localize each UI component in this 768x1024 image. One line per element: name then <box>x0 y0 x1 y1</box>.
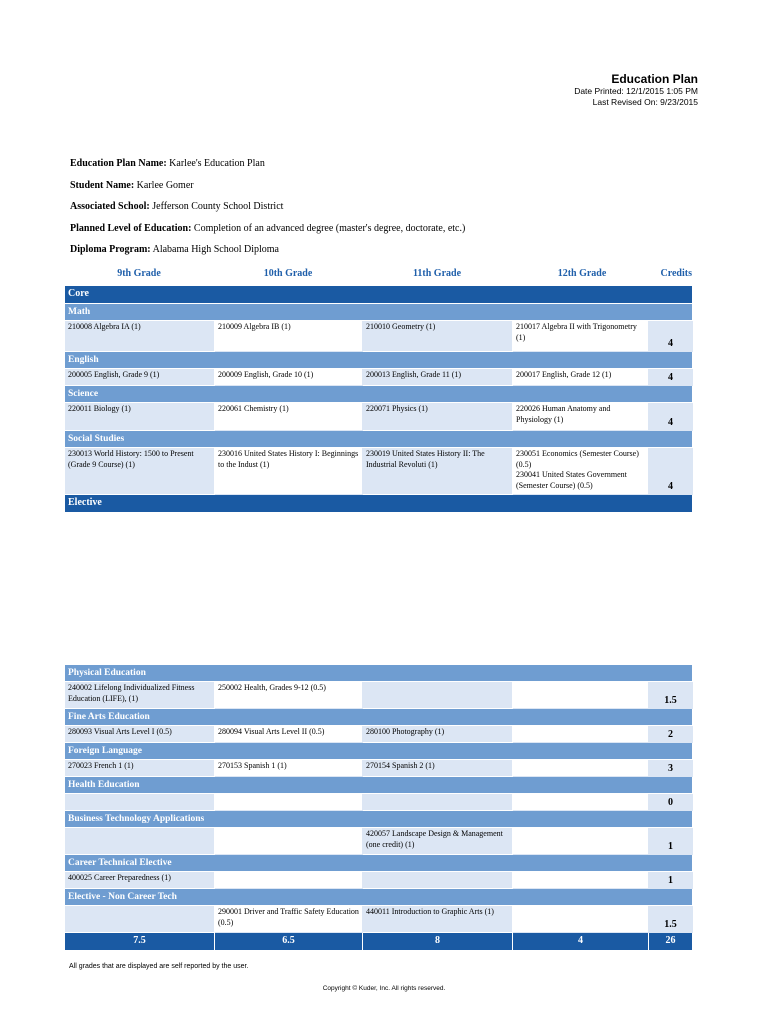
course-cell: 230051 Economics (Semester Course) (0.5) 230041 United States Government (Semester Course) (0.5) <box>513 448 649 495</box>
document-title: Education Plan <box>611 72 698 86</box>
course-cell <box>363 794 513 811</box>
core-header <box>65 286 693 304</box>
diploma-value: Alabama High School Diploma <box>152 244 279 255</box>
plan-name-value: Karlee's Education Plan <box>169 158 265 169</box>
course-cell <box>215 794 363 811</box>
section-header <box>65 811 693 828</box>
credits-cell: 4 <box>649 403 693 431</box>
credits-cell: 4 <box>649 448 693 495</box>
section-header-cell: Foreign Language <box>65 743 693 760</box>
diploma-row <box>70 244 465 266</box>
course-cell <box>513 760 649 777</box>
section-header <box>65 386 693 403</box>
section-header-cell: Fine Arts Education <box>65 709 693 726</box>
course-cell <box>363 682 513 709</box>
course-cell <box>513 794 649 811</box>
section-header-cell: Elective - Non Career Tech <box>65 889 693 906</box>
section-header-cell: Social Studies <box>65 431 693 448</box>
course-cell: 270023 French 1 (1) <box>65 760 215 777</box>
course-cell <box>215 872 363 889</box>
course-cell: 200013 English, Grade 11 (1) <box>363 369 513 386</box>
course-cell <box>513 872 649 889</box>
course-cell <box>513 828 649 855</box>
total-cell: 6.5 <box>215 933 363 951</box>
copyright-notice: Copyright © Kuder, Inc. All rights reserved. <box>322 985 446 992</box>
course-cell <box>513 726 649 743</box>
school-row <box>70 201 465 223</box>
credits-cell: 0 <box>649 794 693 811</box>
last-revised: Last Revised On: 9/23/2015 <box>592 97 698 107</box>
level-value: Completion of an advanced degree (master's degree, doctorate, etc.) <box>193 222 466 234</box>
course-cell: 210017 Algebra II with Trigonometry (1) <box>513 321 649 352</box>
course-cell: 230013 World History: 1500 to Present (Grade 9 Course) (1) <box>65 448 215 495</box>
section-header-cell: Business Technology Applications <box>65 811 693 828</box>
course-cell: 210010 Geometry (1) <box>363 321 513 352</box>
course-cell: 270153 Spanish 1 (1) <box>215 760 363 777</box>
course-row <box>65 760 693 777</box>
course-row <box>65 828 693 855</box>
course-cell <box>363 872 513 889</box>
total-cell: 7.5 <box>65 933 215 951</box>
section-header <box>65 352 693 369</box>
school-label: Associated School: <box>70 201 150 212</box>
section-header <box>65 889 693 906</box>
section-header <box>65 855 693 872</box>
section-header-cell: Physical Education <box>65 665 693 682</box>
section-header-cell: Math <box>65 304 693 321</box>
course-row <box>65 726 693 743</box>
course-cell: 200017 English, Grade 12 (1) <box>513 369 649 386</box>
section-header <box>65 709 693 726</box>
course-cell: 280094 Visual Arts Level II (0.5) <box>215 726 363 743</box>
totals-row <box>65 933 693 951</box>
course-cell: 220011 Biology (1) <box>65 403 215 431</box>
course-row <box>65 403 693 431</box>
student-label: Student Name: <box>70 179 135 191</box>
course-cell <box>65 828 215 855</box>
level-row <box>70 223 465 245</box>
core-table <box>64 285 693 513</box>
plan-info <box>70 158 465 266</box>
course-cell: 200009 English, Grade 10 (1) <box>215 369 363 386</box>
course-cell: 200005 English, Grade 9 (1) <box>65 369 215 386</box>
course-cell: 220071 Physics (1) <box>363 403 513 431</box>
course-cell: 440011 Introduction to Graphic Arts (1) <box>363 906 513 933</box>
credits-cell: 1.5 <box>649 906 693 933</box>
course-row <box>65 369 693 386</box>
course-cell: 270154 Spanish 2 (1) <box>363 760 513 777</box>
course-row <box>65 321 693 352</box>
grade-header: 11th Grade <box>412 268 462 279</box>
self-reported-note: All grades that are displayed are self reported by the user. <box>69 963 249 970</box>
credits-cell: 4 <box>649 321 693 352</box>
total-cell: 4 <box>513 933 649 951</box>
course-row <box>65 448 693 495</box>
school-value: Jefferson County School District <box>152 201 284 212</box>
elective-header <box>65 495 693 513</box>
course-cell: 280093 Visual Arts Level I (0.5) <box>65 726 215 743</box>
course-cell <box>65 906 215 933</box>
course-cell <box>215 828 363 855</box>
course-row <box>65 872 693 889</box>
grade-header: 10th Grade <box>263 268 313 279</box>
section-header <box>65 304 693 321</box>
plan-name-row <box>70 158 465 180</box>
course-cell: 420057 Landscape Design & Management (one credit) (1) <box>363 828 513 855</box>
course-cell: 280100 Photography (1) <box>363 726 513 743</box>
grade-headers <box>64 268 692 284</box>
grade-header: 12th Grade <box>557 268 607 279</box>
course-row <box>65 794 693 811</box>
section-header-cell: Career Technical Elective <box>65 855 693 872</box>
course-cell: 250002 Health, Grades 9-12 (0.5) <box>215 682 363 709</box>
course-cell: 290001 Driver and Traffic Safety Education (0.5) <box>215 906 363 933</box>
course-cell: 220061 Chemistry (1) <box>215 403 363 431</box>
section-header-cell: Health Education <box>65 777 693 794</box>
date-printed: Date Printed: 12/1/2015 1:05 PM <box>574 86 698 96</box>
section-header <box>65 665 693 682</box>
document-header <box>574 72 698 108</box>
elective-table <box>64 664 693 951</box>
section-header <box>65 431 693 448</box>
course-cell <box>513 906 649 933</box>
student-value: Karlee Gomer <box>136 179 194 191</box>
total-cell: 26 <box>649 933 693 951</box>
student-row <box>70 180 465 202</box>
course-cell: 400025 Career Preparedness (1) <box>65 872 215 889</box>
course-row <box>65 682 693 709</box>
core-header-cell: Core <box>65 286 693 304</box>
section-header <box>65 777 693 794</box>
plan-name-label: Education Plan Name: <box>70 158 167 169</box>
section-header <box>65 743 693 760</box>
course-cell: 240002 Lifelong Individualized Fitness Education (LIFE), (1) <box>65 682 215 709</box>
total-cell: 8 <box>363 933 513 951</box>
section-header-cell: English <box>65 352 693 369</box>
credits-cell: 4 <box>649 369 693 386</box>
credits-cell: 1 <box>649 828 693 855</box>
course-cell <box>513 682 649 709</box>
credits-cell: 2 <box>649 726 693 743</box>
course-cell <box>65 794 215 811</box>
credits-cell: 1.5 <box>649 682 693 709</box>
elective-header-cell: Elective <box>65 495 693 513</box>
section-header-cell: Science <box>65 386 693 403</box>
level-label: Planned Level of Education: <box>70 222 192 234</box>
credits-cell: 1 <box>649 872 693 889</box>
course-cell: 210008 Algebra IA (1) <box>65 321 215 352</box>
grade-header: 9th Grade <box>117 268 161 279</box>
credits-cell: 3 <box>649 760 693 777</box>
course-cell: 230019 United States History II: The Industrial Revoluti (1) <box>363 448 513 495</box>
course-cell: 210009 Algebra IB (1) <box>215 321 363 352</box>
course-row <box>65 906 693 933</box>
course-cell: 230016 United States History I: Beginnings to the Indust (1) <box>215 448 363 495</box>
credits-header: Credits <box>660 268 692 279</box>
diploma-label: Diploma Program: <box>70 244 151 255</box>
course-cell: 220026 Human Anatomy and Physiology (1) <box>513 403 649 431</box>
